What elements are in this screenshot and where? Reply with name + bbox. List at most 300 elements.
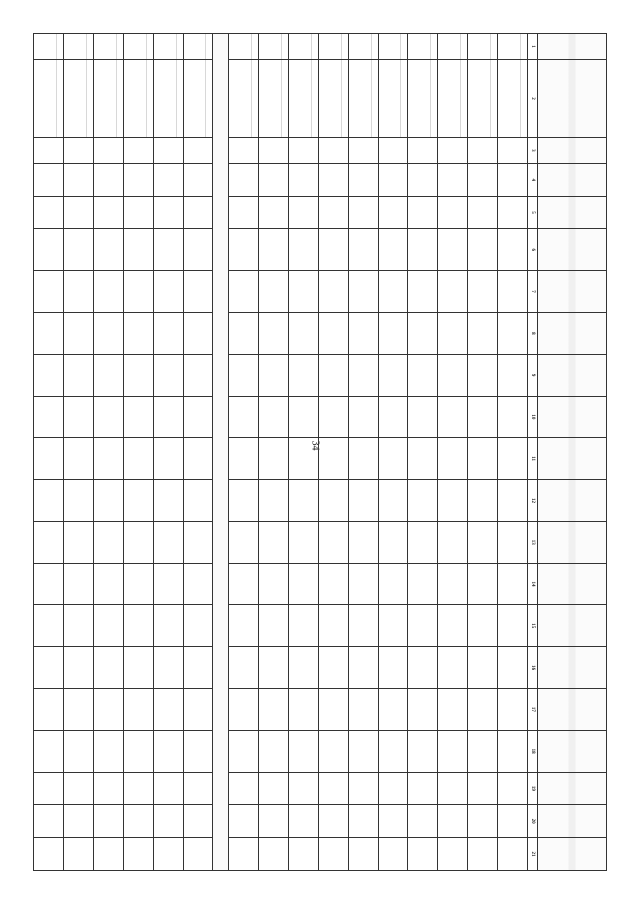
- table-cell: [229, 354, 259, 396]
- header-cell-4: [538, 163, 607, 196]
- table-cell: [123, 163, 153, 196]
- header-cell-21: [538, 838, 607, 871]
- table-cell: [378, 688, 408, 730]
- table-cell: [378, 838, 408, 871]
- table-cell: [229, 521, 259, 563]
- table-cell: [498, 312, 528, 354]
- table-cell: [34, 688, 64, 730]
- table-cell: [438, 605, 468, 647]
- table-cell: [438, 196, 468, 229]
- header-row-numbers: [528, 34, 538, 871]
- table-cell: [153, 271, 183, 313]
- table-cell: [348, 354, 378, 396]
- table-cell: [64, 647, 94, 689]
- table-cell: [468, 229, 498, 271]
- table-cell: [438, 396, 468, 438]
- table-cell: [64, 730, 94, 772]
- table-cell: [183, 354, 213, 396]
- table-cell: [64, 838, 94, 871]
- table-cell: [34, 354, 64, 396]
- table-row: [378, 34, 408, 871]
- table-cell: [408, 312, 438, 354]
- table-cell: [93, 563, 123, 605]
- table-cell: [378, 229, 408, 271]
- table-cell: [183, 137, 213, 163]
- table-cell: [259, 59, 289, 137]
- table-row: [348, 34, 378, 871]
- section-divider-cell: [213, 34, 229, 871]
- column-number-6: 6: [528, 229, 538, 271]
- table-cell: [318, 521, 348, 563]
- table-cell: [259, 521, 289, 563]
- table-cell: [438, 730, 468, 772]
- table-cell: [183, 838, 213, 871]
- table-cell: [408, 229, 438, 271]
- table-cell: [289, 137, 319, 163]
- table-cell: [348, 163, 378, 196]
- table-cell: [318, 59, 348, 137]
- table-cell: [438, 480, 468, 522]
- table-cell: [259, 605, 289, 647]
- table-row: [259, 34, 289, 871]
- table-cell: [93, 163, 123, 196]
- table-row: [229, 34, 259, 871]
- table-cell: [259, 271, 289, 313]
- table-cell: [229, 229, 259, 271]
- table-cell: [408, 396, 438, 438]
- table-cell: [153, 480, 183, 522]
- table-cell: [64, 480, 94, 522]
- table-cell: [123, 34, 153, 60]
- table-cell: [289, 438, 319, 480]
- table-cell: [438, 312, 468, 354]
- column-number-9: 9: [528, 354, 538, 396]
- table-cell: [408, 163, 438, 196]
- table-cell: [34, 730, 64, 772]
- table-cell: [498, 688, 528, 730]
- table-cell: [123, 137, 153, 163]
- table-cell: [93, 647, 123, 689]
- table-cell: [34, 805, 64, 838]
- header-cell-9: [538, 354, 607, 396]
- header-cell-20: [538, 805, 607, 838]
- header-cell-10: [538, 396, 607, 438]
- table-cell: [93, 480, 123, 522]
- table-cell: [348, 688, 378, 730]
- table-cell: [438, 137, 468, 163]
- table-cell: [318, 605, 348, 647]
- table-cell: [93, 438, 123, 480]
- table-cell: [34, 229, 64, 271]
- table-cell: [348, 396, 378, 438]
- column-number-20: 20: [528, 805, 538, 838]
- table-cell: [438, 59, 468, 137]
- table-cell: [259, 805, 289, 838]
- table-cell: [468, 196, 498, 229]
- header-cell-13: [538, 521, 607, 563]
- table-cell: [438, 354, 468, 396]
- table-cell: [408, 438, 438, 480]
- table-cell: [468, 312, 498, 354]
- table-cell: [183, 772, 213, 805]
- table-cell: [289, 480, 319, 522]
- table-cell: [64, 163, 94, 196]
- table-cell: [438, 688, 468, 730]
- table-cell: [153, 730, 183, 772]
- column-number-4: 4: [528, 163, 538, 196]
- table-cell: [229, 163, 259, 196]
- table-cell: [318, 563, 348, 605]
- table-cell: [408, 772, 438, 805]
- table-cell: [153, 563, 183, 605]
- table-cell: [438, 563, 468, 605]
- table-cell: [498, 271, 528, 313]
- table-cell: [318, 229, 348, 271]
- column-number-19: 19: [528, 772, 538, 805]
- table-cell: [318, 354, 348, 396]
- table-cell: [348, 196, 378, 229]
- table-cell: [468, 805, 498, 838]
- table-cell: [123, 521, 153, 563]
- table-cell: [34, 34, 64, 60]
- table-cell: [229, 438, 259, 480]
- table-cell: [468, 772, 498, 805]
- table-cell: [318, 163, 348, 196]
- table-row: [34, 34, 64, 871]
- table-row: [289, 34, 319, 871]
- table-cell: [289, 163, 319, 196]
- table-cell: [378, 196, 408, 229]
- table-cell: [64, 312, 94, 354]
- table-cell: [229, 480, 259, 522]
- table-cell: [93, 730, 123, 772]
- table-cell: [183, 521, 213, 563]
- table-cell: [408, 521, 438, 563]
- table-cell: [229, 137, 259, 163]
- table-cell: [259, 163, 289, 196]
- table-cell: [34, 396, 64, 438]
- table-row: [408, 34, 438, 871]
- table-cell: [498, 59, 528, 137]
- table-cell: [348, 838, 378, 871]
- table-cell: [229, 59, 259, 137]
- table-cell: [468, 34, 498, 60]
- table-cell: [289, 688, 319, 730]
- table-row: [153, 34, 183, 871]
- table-cell: [318, 838, 348, 871]
- table-cell: [498, 805, 528, 838]
- table-cell: [229, 688, 259, 730]
- table-cell: [93, 521, 123, 563]
- table-cell: [468, 521, 498, 563]
- header-cell-7: [538, 271, 607, 313]
- header-row-labels: [538, 34, 607, 871]
- table-cell: [408, 137, 438, 163]
- header-cell-5: [538, 196, 607, 229]
- table-cell: [348, 312, 378, 354]
- table-cell: [498, 438, 528, 480]
- table-cell: [289, 271, 319, 313]
- column-number-12: 12: [528, 480, 538, 522]
- table-cell: [93, 772, 123, 805]
- table-cell: [34, 772, 64, 805]
- table-cell: [498, 163, 528, 196]
- table-cell: [153, 438, 183, 480]
- table-cell: [259, 838, 289, 871]
- table-cell: [318, 805, 348, 838]
- table-cell: [318, 438, 348, 480]
- table-row: [64, 34, 94, 871]
- table-cell: [93, 354, 123, 396]
- table-row: [93, 34, 123, 871]
- table-cell: [498, 396, 528, 438]
- table-cell: [123, 271, 153, 313]
- table-cell: [498, 354, 528, 396]
- table-cell: [289, 229, 319, 271]
- table-cell: [93, 196, 123, 229]
- table-cell: [153, 805, 183, 838]
- table-cell: [498, 605, 528, 647]
- repair-schedule-table: [33, 33, 607, 871]
- table-cell: [348, 772, 378, 805]
- table-cell: [183, 59, 213, 137]
- table-cell: [34, 196, 64, 229]
- header-cell-11: [538, 438, 607, 480]
- table-cell: [153, 163, 183, 196]
- page-number: 34: [309, 440, 321, 451]
- table-cell: [468, 730, 498, 772]
- table-cell: [123, 730, 153, 772]
- table-cell: [34, 605, 64, 647]
- table-cell: [123, 688, 153, 730]
- table-cell: [64, 688, 94, 730]
- table-cell: [259, 196, 289, 229]
- table-cell: [229, 312, 259, 354]
- table-cell: [408, 563, 438, 605]
- column-number-1: 1: [528, 34, 538, 60]
- table-cell: [64, 196, 94, 229]
- table-cell: [318, 137, 348, 163]
- table-cell: [229, 196, 259, 229]
- table-cell: [348, 521, 378, 563]
- table-cell: [153, 772, 183, 805]
- table-cell: [408, 838, 438, 871]
- table-cell: [123, 805, 153, 838]
- table-cell: [229, 730, 259, 772]
- column-number-8: 8: [528, 312, 538, 354]
- table-cell: [123, 563, 153, 605]
- header-cell-17: [538, 688, 607, 730]
- table-cell: [34, 480, 64, 522]
- table-cell: [64, 605, 94, 647]
- column-number-11: 11: [528, 438, 538, 480]
- table-cell: [229, 838, 259, 871]
- table-cell: [438, 647, 468, 689]
- table-cell: [153, 396, 183, 438]
- table-cell: [183, 688, 213, 730]
- table-cell: [259, 34, 289, 60]
- table-cell: [378, 521, 408, 563]
- table-cell: [153, 838, 183, 871]
- table-cell: [318, 396, 348, 438]
- table-cell: [378, 772, 408, 805]
- table-cell: [93, 59, 123, 137]
- table-cell: [259, 688, 289, 730]
- table-cell: [123, 229, 153, 271]
- table-cell: [438, 163, 468, 196]
- table-cell: [123, 312, 153, 354]
- table-cell: [64, 354, 94, 396]
- table-cell: [318, 772, 348, 805]
- table-cell: [34, 271, 64, 313]
- table-cell: [348, 563, 378, 605]
- table-cell: [468, 163, 498, 196]
- table-cell: [289, 772, 319, 805]
- table-cell: [438, 438, 468, 480]
- table-cell: [93, 229, 123, 271]
- table-cell: [93, 688, 123, 730]
- table-cell: [229, 271, 259, 313]
- table-cell: [378, 480, 408, 522]
- table-row: [318, 34, 348, 871]
- table-cell: [183, 480, 213, 522]
- table-cell: [34, 521, 64, 563]
- table-cell: [123, 605, 153, 647]
- table-cell: [34, 438, 64, 480]
- table-cell: [289, 196, 319, 229]
- table-cell: [378, 59, 408, 137]
- table-cell: [348, 480, 378, 522]
- table-cell: [64, 137, 94, 163]
- table-cell: [183, 312, 213, 354]
- table-cell: [229, 772, 259, 805]
- column-number-16: 16: [528, 647, 538, 689]
- table-header: [528, 34, 607, 871]
- table-cell: [153, 312, 183, 354]
- table-cell: [378, 730, 408, 772]
- header-cell-18: [538, 730, 607, 772]
- column-number-17: 17: [528, 688, 538, 730]
- table-cell: [348, 805, 378, 838]
- table-cell: [34, 312, 64, 354]
- table-cell: [498, 730, 528, 772]
- table-cell: [438, 838, 468, 871]
- rotated-table-area: [33, 33, 607, 871]
- table-cell: [408, 354, 438, 396]
- table-cell: [153, 229, 183, 271]
- table-cell: [229, 396, 259, 438]
- column-number-15: 15: [528, 605, 538, 647]
- table-cell: [289, 647, 319, 689]
- table-cell: [93, 805, 123, 838]
- table-cell: [468, 396, 498, 438]
- table-cell: [259, 563, 289, 605]
- table-cell: [153, 34, 183, 60]
- table-cell: [498, 229, 528, 271]
- header-cell-2: [538, 59, 607, 137]
- table-cell: [93, 838, 123, 871]
- table-cell: [378, 271, 408, 313]
- column-number-10: 10: [528, 396, 538, 438]
- table-cell: [468, 605, 498, 647]
- header-cell-19: [538, 772, 607, 805]
- table-cell: [408, 59, 438, 137]
- table-body: [34, 34, 528, 871]
- table-cell: [34, 59, 64, 137]
- table-cell: [123, 196, 153, 229]
- table-row: [438, 34, 468, 871]
- table-cell: [378, 34, 408, 60]
- table-cell: [289, 730, 319, 772]
- column-number-7: 7: [528, 271, 538, 313]
- table-cell: [259, 137, 289, 163]
- table-cell: [378, 605, 408, 647]
- table-cell: [259, 354, 289, 396]
- table-cell: [468, 563, 498, 605]
- table-cell: [93, 271, 123, 313]
- table-cell: [438, 229, 468, 271]
- table-cell: [498, 34, 528, 60]
- table-cell: [229, 563, 259, 605]
- header-cell-3: [538, 137, 607, 163]
- table-cell: [123, 396, 153, 438]
- table-cell: [153, 605, 183, 647]
- table-cell: [183, 730, 213, 772]
- table-cell: [34, 647, 64, 689]
- column-number-3: 3: [528, 137, 538, 163]
- column-number-14: 14: [528, 563, 538, 605]
- table-cell: [259, 438, 289, 480]
- table-cell: [468, 838, 498, 871]
- header-cell-6: [538, 229, 607, 271]
- table-cell: [289, 563, 319, 605]
- table-cell: [183, 163, 213, 196]
- table-row: [468, 34, 498, 871]
- column-number-21: 21: [528, 838, 538, 871]
- table-cell: [93, 605, 123, 647]
- table-cell: [289, 605, 319, 647]
- header-cell-1: [538, 34, 607, 60]
- table-cell: [498, 772, 528, 805]
- table-cell: [259, 772, 289, 805]
- table-cell: [153, 59, 183, 137]
- table-cell: [93, 396, 123, 438]
- table-cell: [408, 805, 438, 838]
- table-cell: [183, 563, 213, 605]
- table-cell: [93, 137, 123, 163]
- table-cell: [318, 480, 348, 522]
- table-cell: [468, 438, 498, 480]
- table-cell: [229, 647, 259, 689]
- table-cell: [408, 605, 438, 647]
- table-cell: [289, 34, 319, 60]
- table-row: [183, 34, 213, 871]
- table-cell: [153, 196, 183, 229]
- table-cell: [468, 137, 498, 163]
- table-cell: [183, 438, 213, 480]
- table-cell: [318, 34, 348, 60]
- table-cell: [498, 196, 528, 229]
- table-cell: [64, 805, 94, 838]
- table-cell: [123, 354, 153, 396]
- table-cell: [318, 196, 348, 229]
- table-cell: [498, 137, 528, 163]
- table-cell: [318, 688, 348, 730]
- table-cell: [468, 480, 498, 522]
- header-cell-12: [538, 480, 607, 522]
- table-cell: [259, 647, 289, 689]
- table-cell: [438, 805, 468, 838]
